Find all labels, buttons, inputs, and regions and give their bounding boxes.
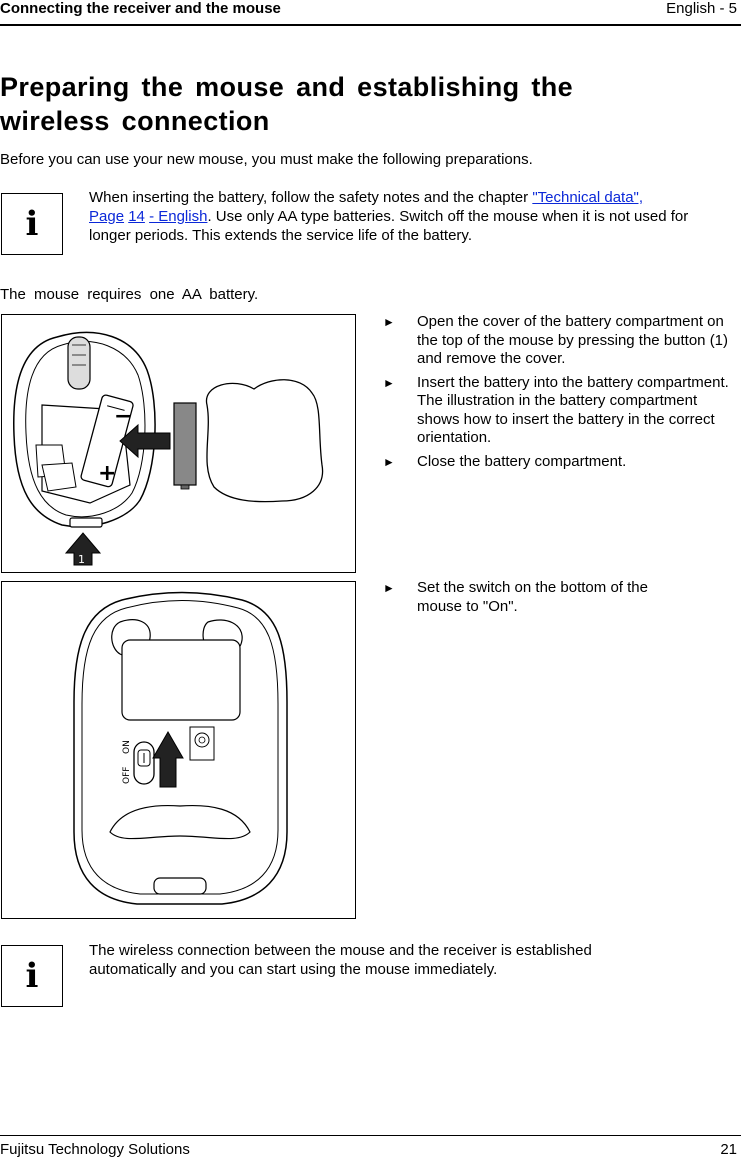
footer-company: Fujitsu Technology Solutions [0, 1141, 190, 1158]
safety-note-text-before: When inserting the battery, follow the safety notes and the chapter [89, 189, 533, 206]
battery-figure [1, 314, 356, 573]
footer-page-number: 21 [720, 1141, 737, 1158]
switch-off-label: OFF [122, 766, 132, 784]
step-set-switch [377, 579, 677, 616]
plus-sign: + [98, 461, 117, 486]
intro-text: Before you can use your new mouse, you must make the following preparations. [0, 151, 533, 168]
link-english[interactable]: - English [149, 208, 208, 225]
step-text: Open the cover of the battery compartment on the top of the mouse by pressing the button (1) and remove the cover. [417, 313, 729, 367]
bullet-arrow-icon: ► [383, 581, 395, 595]
battery-requirement: The mouse requires one AA battery. [0, 286, 259, 303]
info-icon-glyph: i [25, 204, 39, 244]
bullet-arrow-icon: ► [383, 375, 395, 390]
step-close-compartment [377, 453, 739, 472]
info-icon [1, 945, 63, 1007]
step-text: Set the switch on the bottom of the mouse to "On". [417, 579, 648, 615]
running-header-page-ref: English - 5 [666, 0, 737, 17]
switch-figure [1, 581, 356, 919]
step-text: Insert the battery into the battery compartment. The illustration in the battery compartment shows how to insert the battery in the correct orientation. [417, 373, 729, 446]
info-icon-glyph: i [25, 956, 39, 996]
battery-illustration [2, 315, 355, 572]
header-rule [0, 24, 741, 26]
callout-number: 1 [78, 553, 85, 566]
page-title: Preparing the mouse and establishing the wireless connection [0, 72, 574, 136]
bullet-arrow-icon: ► [383, 315, 395, 329]
link-page[interactable]: Page [89, 208, 125, 225]
steps-list-1 [377, 313, 739, 476]
link-page-number[interactable]: 14 [128, 208, 145, 225]
running-header-section: Connecting the receiver and the mouse [0, 0, 281, 17]
steps-list-2 [377, 579, 677, 621]
safety-note [89, 188, 729, 245]
step-text: Close the battery compartment. [417, 452, 627, 470]
minus-sign: − [114, 404, 133, 429]
link-technical-data[interactable]: "Technical data", [532, 189, 644, 206]
switch-illustration [2, 582, 355, 918]
step-insert-battery [377, 374, 739, 448]
footer-rule [0, 1135, 741, 1136]
wireless-note: The wireless connection between the mouse and the receiver is established automatically and you can start using the mouse immediately. [89, 942, 592, 978]
switch-on-label: ON [122, 740, 132, 754]
info-icon [1, 193, 63, 255]
step-open-cover [377, 313, 739, 369]
safety-note-text-after: . Use only AA type batteries. Switch off the mouse when it is not used for longer periods. This extends the service life of the battery. [89, 208, 689, 244]
bullet-arrow-icon: ► [383, 454, 395, 469]
